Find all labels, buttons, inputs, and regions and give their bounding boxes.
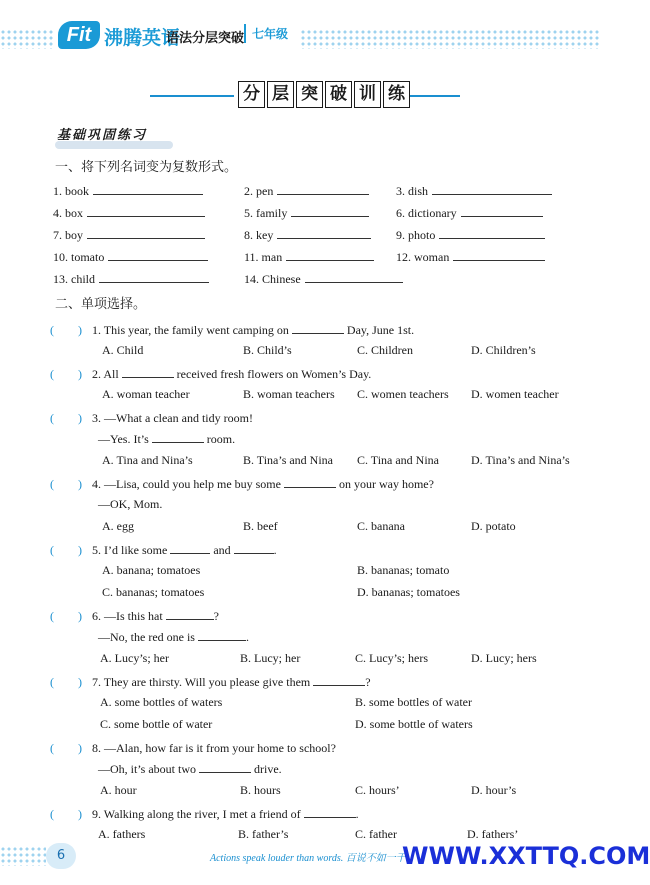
q-text: 6. —Is this hat (92, 609, 163, 623)
option-b[interactable]: B. beef (243, 519, 278, 533)
q-text: 1. This year, the family went camping on (92, 323, 289, 337)
answer-blank[interactable] (453, 249, 545, 261)
noun-item (396, 183, 552, 199)
noun-label: 7. boy (53, 228, 83, 242)
option-a[interactable]: A. hour (100, 783, 137, 797)
answer-paren[interactable]: ( ) (50, 367, 82, 381)
noun-item (396, 249, 545, 265)
noun-item (244, 227, 371, 243)
q-text: 2. All (92, 367, 119, 381)
answer-blank[interactable] (305, 271, 403, 283)
option-d[interactable]: D. potato (471, 519, 516, 533)
noun-item (53, 227, 205, 243)
option-c[interactable]: C. hours’ (355, 783, 400, 797)
title-line-left (150, 95, 234, 97)
answer-blank[interactable] (87, 227, 205, 239)
q-text: room. (206, 432, 236, 446)
footer-dots (0, 846, 46, 866)
q-text: —Oh, it’s about two (98, 762, 196, 776)
series-title: 语法分层突破 (166, 31, 245, 46)
blank[interactable] (304, 806, 356, 818)
question-3 (50, 409, 253, 426)
q-text: ? (365, 675, 371, 689)
option-b[interactable]: B. bananas; tomato (357, 563, 450, 577)
page-number: 6 (46, 843, 76, 869)
footer-motto: Actions speak louder than words. 百说不如一干。 (210, 853, 416, 864)
option-d[interactable]: D. fathers’ (467, 827, 519, 841)
q-text: ? (213, 609, 219, 623)
blank[interactable] (292, 322, 344, 334)
blank[interactable] (122, 366, 174, 378)
noun-label: 9. photo (396, 228, 436, 242)
answer-blank[interactable] (93, 183, 203, 195)
section-title-bar (150, 80, 450, 112)
q-text: 9. Walking along the river, I met a friend of (92, 807, 301, 821)
noun-label: 10. tomato (53, 250, 105, 264)
option-a[interactable]: A. woman teacher (102, 387, 190, 401)
title-char: 练 (383, 81, 410, 108)
section-2-title: 二、单项选择。 (55, 297, 147, 312)
q-text: received fresh flowers on Women’s Day. (176, 367, 372, 381)
noun-label: 3. dish (396, 184, 429, 198)
title-chars (238, 81, 410, 108)
answer-blank[interactable] (277, 227, 371, 239)
option-c[interactable]: C. some bottle of water (100, 717, 213, 731)
answer-paren[interactable]: ( ) (50, 323, 82, 337)
question-4-line-2: —OK, Mom. (98, 497, 163, 511)
blank[interactable] (170, 542, 210, 554)
option-d[interactable]: D. Children’s (471, 343, 536, 357)
show-through-text (300, 120, 600, 820)
blank[interactable] (152, 431, 204, 443)
question-9 (50, 805, 359, 822)
answer-paren[interactable]: ( ) (50, 543, 82, 557)
noun-label: 8. key (244, 228, 274, 242)
option-c[interactable]: C. Children (357, 343, 413, 357)
brand-name: 沸腾英语 (104, 27, 181, 49)
q-text: . (355, 807, 359, 821)
option-b[interactable]: B. Lucy; her (240, 651, 301, 665)
question-8 (50, 739, 336, 756)
question-4 (50, 475, 434, 492)
option-d[interactable]: D. hour’s (471, 783, 517, 797)
option-b[interactable]: B. woman teachers (243, 387, 335, 401)
question-3-line-2 (98, 431, 235, 447)
noun-item (396, 227, 545, 243)
watermark-url: WWW.XXTTQ.COM (402, 842, 650, 870)
option-d[interactable]: D. Tina’s and Nina’s (471, 453, 570, 467)
option-c[interactable]: C. banana (357, 519, 405, 533)
header-band (0, 0, 601, 60)
blank[interactable] (166, 608, 214, 620)
question-8-line-2 (98, 761, 282, 777)
option-c[interactable]: C. bananas; tomatoes (102, 585, 205, 599)
option-a[interactable]: A. egg (102, 519, 134, 533)
q-text: drive. (254, 762, 282, 776)
option-a[interactable]: A. Child (102, 343, 144, 357)
option-b[interactable]: B. father’s (238, 827, 289, 841)
header-dots-left (0, 29, 55, 49)
noun-label: 13. child (53, 272, 95, 286)
option-b[interactable]: B. some bottles of water (355, 695, 472, 709)
option-c[interactable]: C. Tina and Nina (357, 453, 440, 467)
title-char: 训 (354, 81, 381, 108)
q-text: 3. —What a clean and tidy room! (92, 411, 253, 425)
question-5 (50, 541, 277, 558)
question-1 (50, 321, 414, 338)
question-2 (50, 365, 371, 382)
blank[interactable] (284, 476, 336, 488)
question-6-line-2 (98, 629, 249, 645)
noun-item (244, 271, 403, 287)
noun-item (53, 183, 203, 199)
noun-label: 12. woman (396, 250, 450, 264)
noun-label: 4. box (53, 206, 83, 220)
answer-paren[interactable]: ( ) (50, 411, 82, 425)
noun-item (244, 249, 374, 265)
answer-blank[interactable] (461, 205, 543, 217)
title-char: 突 (296, 81, 323, 108)
option-d[interactable]: D. bananas; tomatoes (357, 585, 460, 599)
question-6 (50, 607, 219, 624)
title-char: 层 (267, 81, 294, 108)
title-char: 分 (238, 81, 265, 108)
blank[interactable] (313, 674, 365, 686)
q-text: 7. They are thirsty. Will you please give them (92, 675, 311, 689)
title-char: 破 (325, 81, 352, 108)
noun-item (53, 249, 208, 265)
option-c[interactable]: C. Lucy’s; hers (355, 651, 428, 665)
noun-item (396, 205, 543, 221)
noun-label: 2. pen (244, 184, 274, 198)
option-d[interactable]: D. Lucy; hers (471, 651, 537, 665)
option-b[interactable]: B. Child’s (243, 343, 292, 357)
q-text: Day, June 1st. (346, 323, 415, 337)
blank[interactable] (234, 542, 274, 554)
option-d[interactable]: D. women teacher (471, 387, 559, 401)
grade-badge: 七年级 (244, 24, 294, 43)
option-a[interactable]: A. some bottles of waters (100, 695, 223, 709)
noun-label: 6. dictionary (396, 206, 457, 220)
answer-blank[interactable] (277, 183, 369, 195)
noun-item (244, 183, 369, 199)
q-text: —Yes. It’s (98, 432, 149, 446)
answer-blank[interactable] (432, 183, 552, 195)
answer-paren[interactable]: ( ) (50, 675, 82, 689)
header-dots-right (300, 29, 601, 49)
blank[interactable] (198, 629, 246, 641)
noun-label: 1. book (53, 184, 89, 198)
answer-blank[interactable] (99, 271, 209, 283)
noun-label: 11. man (244, 250, 283, 264)
answer-paren[interactable]: ( ) (50, 741, 82, 755)
q-text: . (245, 630, 249, 644)
option-b[interactable]: B. Tina’s and Nina (243, 453, 334, 467)
fit-logo: Fit (58, 21, 100, 49)
blank[interactable] (199, 761, 251, 773)
q-text: on your way home? (338, 477, 434, 491)
answer-blank[interactable] (87, 205, 205, 217)
answer-blank[interactable] (439, 227, 545, 239)
noun-label: 14. Chinese (244, 272, 301, 286)
answer-blank[interactable] (108, 249, 208, 261)
q-text: 4. —Lisa, could you help me buy some (92, 477, 281, 491)
section-1-title: 一、将下列名词变为复数形式。 (55, 160, 238, 175)
option-c[interactable]: C. women teachers (357, 387, 449, 401)
q-text: . (273, 543, 277, 557)
answer-blank[interactable] (286, 249, 374, 261)
option-a[interactable]: A. Lucy’s; her (100, 651, 169, 665)
noun-item (53, 205, 205, 221)
option-a[interactable]: A. banana; tomatoes (102, 563, 201, 577)
q-text: 5. I’d like some (92, 543, 168, 557)
option-c[interactable]: C. father (355, 827, 397, 841)
option-b[interactable]: B. hours (240, 783, 281, 797)
q-text: —No, the red one is (98, 630, 195, 644)
option-d[interactable]: D. some bottle of waters (355, 717, 473, 731)
option-a[interactable]: A. Tina and Nina’s (102, 453, 193, 467)
q-text: 8. —Alan, how far is it from your home to school? (92, 741, 336, 755)
answer-paren[interactable]: ( ) (50, 807, 82, 821)
q-text: and (213, 543, 231, 557)
question-7 (50, 673, 371, 690)
option-a[interactable]: A. fathers (98, 827, 146, 841)
noun-label: 5. family (244, 206, 288, 220)
noun-item (53, 271, 209, 287)
noun-item (244, 205, 369, 221)
sublabel: 基础巩固练习 (57, 128, 148, 143)
answer-paren[interactable]: ( ) (50, 609, 82, 623)
answer-paren[interactable]: ( ) (50, 477, 82, 491)
answer-blank[interactable] (291, 205, 369, 217)
